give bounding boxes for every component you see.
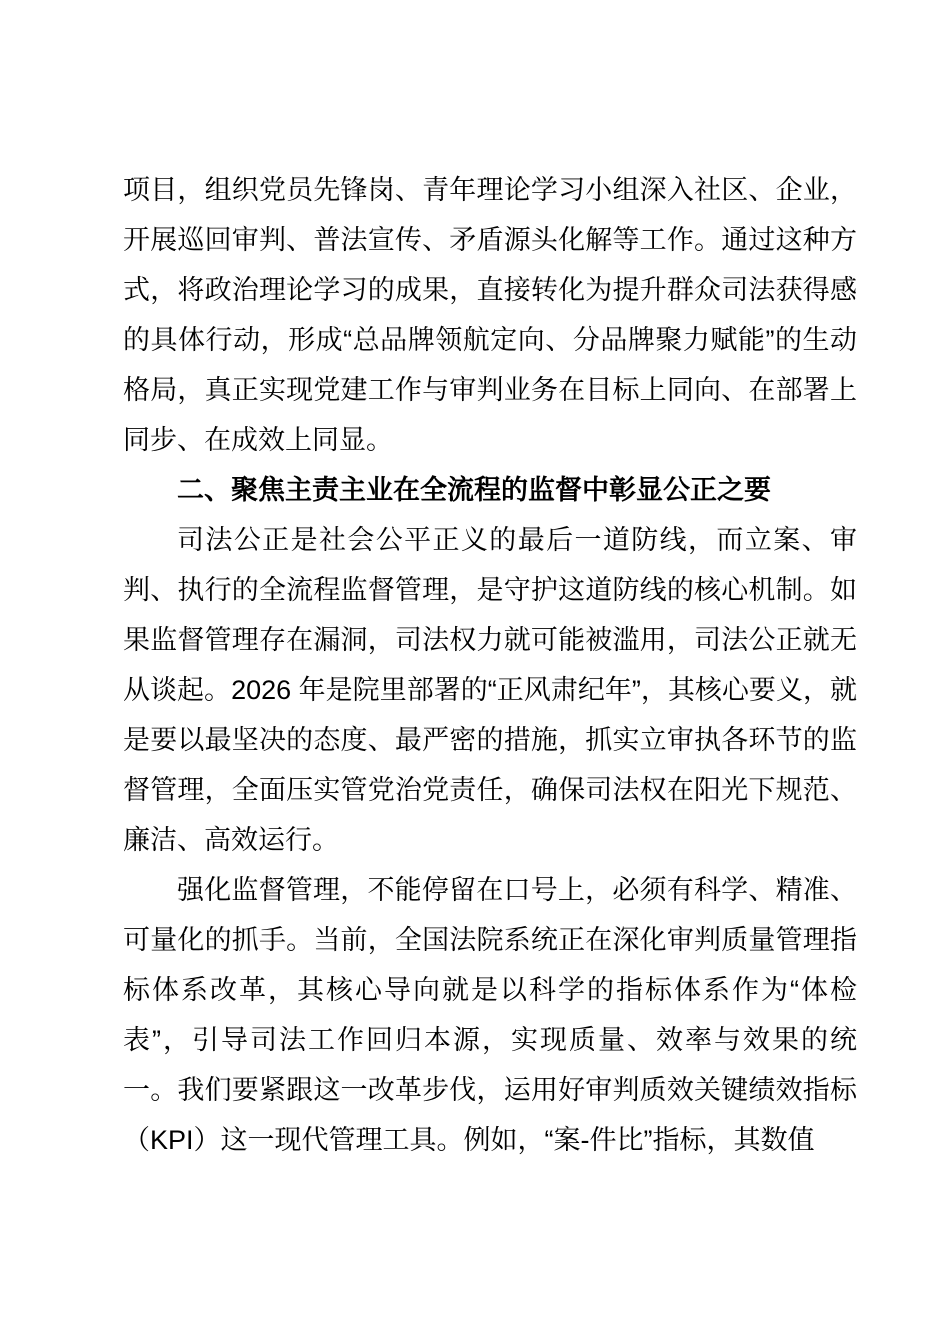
paragraph: 司法公正是社会公平正义的最后一道防线，而立案、审判、执行的全流程监督管理，是守护这道防线的核心机制。如果监督管理存在漏洞，司法权力就可能被滥用，司法公正就无从谈起。2026 年是院里部署的“正风肃纪年”，其核心要义，就是要以最坚决的态度、最严密的措施，抓实立审执各环节的监督管理，全面压实管党治党责任，确保司法权在阳光下规范、廉洁、高效运行。 — [123, 525, 857, 855]
document-body — [123, 165, 857, 1165]
section-heading: 二、聚焦主责主业在全流程的监督中彰显公正之要 — [177, 475, 771, 505]
paragraph-continuation: 项目，组织党员先锋岗、青年理论学习小组深入社区、企业，开展巡回审判、普法宣传、矛盾源头化解等工作。通过这种方式，将政治理论学习的成果，直接转化为提升群众司法获得感的具体行动，形成“总品牌领航定向、分品牌聚力赋能”的生动格局，真正实现党建工作与审判业务在目标上同向、在部署上同步、在成效上同显。 — [123, 175, 857, 455]
paragraph: 强化监督管理，不能停留在口号上，必须有科学、精准、可量化的抓手。当前，全国法院系统正在深化审判质量管理指标体系改革，其核心导向就是以科学的指标体系作为“体检表”，引导司法工作回归本源，实现质量、效率与效果的统一。我们要紧跟这一改革步伐，运用好审判质效关键绩效指标（KPI）这一现代管理工具。例如，“案-件比”指标，其数值 — [123, 875, 857, 1155]
